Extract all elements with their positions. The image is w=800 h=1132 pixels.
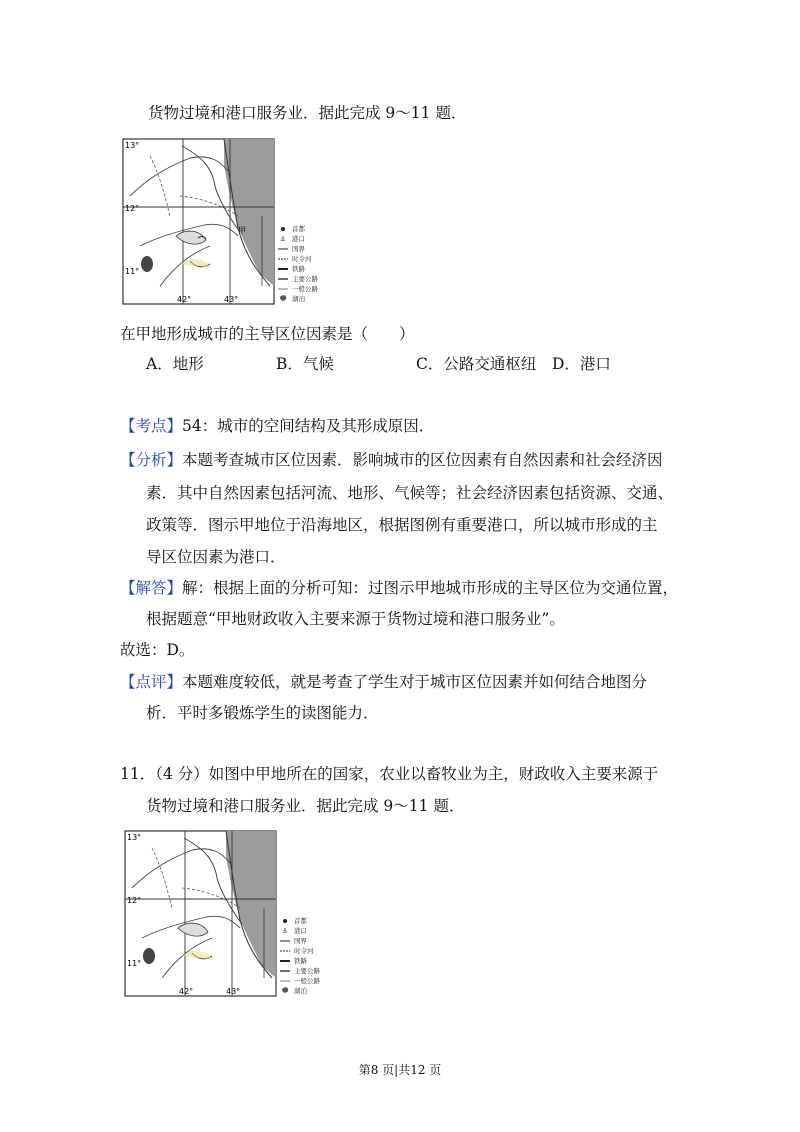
- legend-item: 铁路: [292, 265, 305, 273]
- option-b: B．气候: [276, 355, 334, 373]
- dianping-line: 析．平时多锻炼学生的读图能力．: [146, 704, 379, 722]
- legend-item: 港口: [294, 927, 307, 935]
- legend-item: 国界: [294, 937, 307, 945]
- svg-text:⚓: ⚓: [282, 927, 288, 935]
- answer-text: 故选：D。: [120, 641, 195, 659]
- lon-label: 43°: [226, 987, 241, 996]
- legend-item: 主要公路: [292, 275, 318, 283]
- lon-label: 42°: [179, 987, 194, 996]
- map-image-2: [122, 828, 337, 1000]
- kaodian-row: [120, 419, 434, 435]
- legend-item: 湖泊: [294, 987, 307, 995]
- legend-item: 首都: [294, 917, 307, 925]
- legend-item: 铁路: [294, 957, 307, 965]
- legend-item: 港口: [292, 235, 305, 243]
- place-label: 甲: [238, 226, 246, 235]
- jieda-line: 根据题意“甲地财政收入主要来源于货物过境和港口服务业”。: [146, 610, 565, 628]
- map-figure-2: [122, 828, 337, 1000]
- dianping-row: [120, 675, 647, 691]
- lat-label: 12°: [125, 204, 140, 213]
- fenxi-line: 素．其中自然因素包括河流、地形、气候等；社会经济因素包括资源、交通、: [146, 484, 674, 502]
- legend-item: 主要公路: [294, 967, 320, 975]
- option-a: A．地形: [146, 355, 204, 373]
- map-figure: [120, 136, 335, 308]
- kaodian-text: 54：城市的空间结构及其形成原因．: [182, 417, 435, 435]
- legend-item: 首都: [292, 225, 305, 233]
- kaodian-tag: 【考点】: [120, 417, 183, 435]
- lat-label: 12°: [127, 896, 142, 905]
- fenxi-line: 本题考查城市区位因素．影响城市的区位因素有自然因素和社会经济因: [182, 451, 663, 469]
- svg-text:⚓: ⚓: [280, 235, 286, 243]
- fenxi-tag: 【分析】: [120, 451, 183, 469]
- jieda-line: 解：根据上面的分析可知：过图示甲地城市形成的主导区位为交通位置，: [182, 579, 679, 597]
- fenxi-line: 政策等．图示甲地位于沿海地区，根据图例有重要港口，所以城市形成的主: [146, 516, 658, 534]
- dianping-tag: 【点评】: [120, 673, 183, 691]
- fenxi-line: 导区位因素为港口．: [146, 548, 286, 566]
- page-footer: 第8 页|共12 页: [358, 1063, 442, 1077]
- map-image: [120, 136, 335, 308]
- jieda-tag: 【解答】: [120, 579, 183, 597]
- lat-label: 13°: [125, 141, 140, 150]
- legend-item: 时令河: [292, 255, 312, 263]
- option-d: D．港口: [552, 355, 611, 373]
- lat-label: 13°: [127, 833, 142, 842]
- legend-item: 一般公路: [292, 285, 318, 293]
- jieda-row: [120, 581, 678, 597]
- question11-line1: 11．（4 分）如图中甲地所在的国家，农业以畜牧业为主，财政收入主要来源于: [120, 765, 659, 783]
- legend-item: 一般公路: [294, 977, 320, 985]
- dianping-line: 本题难度较低，就是考查了学生对于城市区位因素并如何结合地图分: [182, 673, 648, 691]
- option-c: C．公路交通枢纽: [416, 355, 537, 373]
- legend-item: 湖泊: [292, 295, 305, 303]
- lon-label: 43°: [224, 295, 239, 304]
- fenxi-row: [120, 453, 663, 469]
- lat-label: 11°: [125, 267, 140, 276]
- question11-line2: 货物过境和港口服务业．据此完成 9～11 题．: [146, 797, 465, 815]
- lat-label: 11°: [127, 959, 142, 968]
- legend-item: 时令河: [294, 947, 314, 955]
- legend-item: 国界: [292, 245, 305, 253]
- question-stem: 在甲地形成城市的主导区位因素是（ ）: [120, 325, 415, 343]
- intro-text: 货物过境和港口服务业．据此完成 9～11 题．: [148, 104, 467, 122]
- lon-label: 42°: [177, 295, 192, 304]
